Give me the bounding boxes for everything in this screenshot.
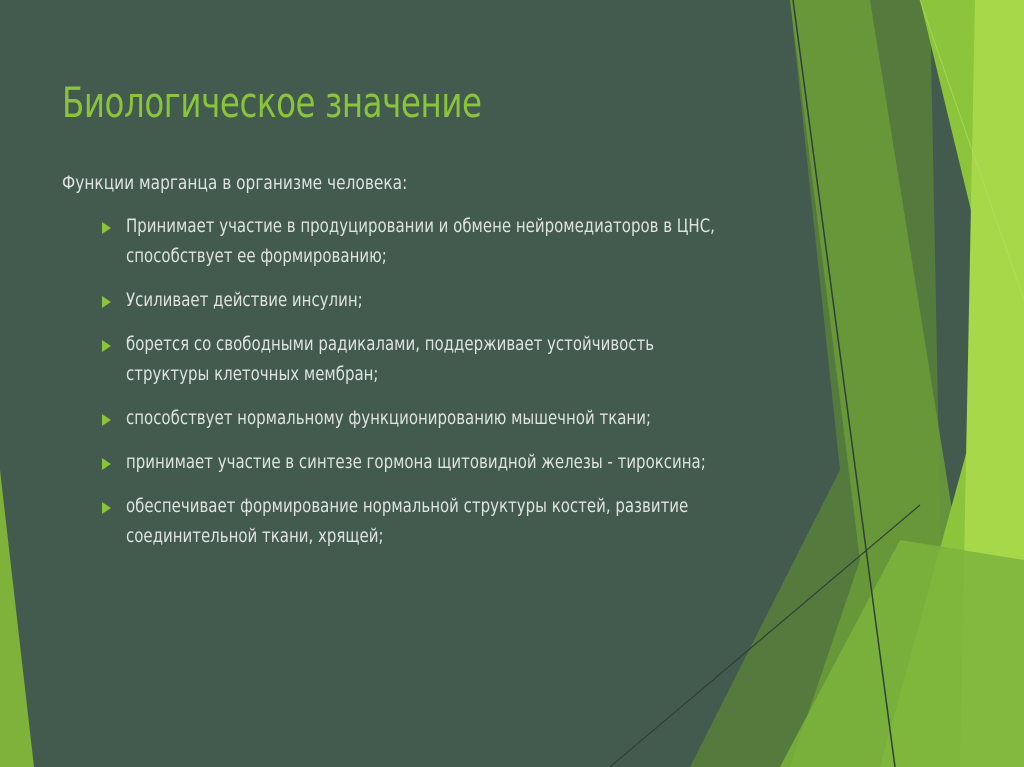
bullet-text: принимает участие в синтезе гормона щитовидной железы - тироксина; xyxy=(126,452,706,473)
slide-title: Биологическое значение xyxy=(62,78,482,127)
bullet-text: обеспечивает формирование нормальной структуры костей, развитие соединительной ткани, хрящей; xyxy=(126,496,689,547)
green-triangle-bullet-icon xyxy=(102,222,111,234)
green-triangle-bullet-icon xyxy=(102,458,111,470)
bullet-text: способствует нормальному функционированию мышечной ткани; xyxy=(126,408,651,429)
bullet-text: Усиливает действие инсулин; xyxy=(126,290,363,311)
intro-text: Функции марганца в организме человека: xyxy=(62,172,408,194)
bullet-text: Принимает участие в продуцировании и обмене нейромедиаторов в ЦНС, способствует ее формированию; xyxy=(126,216,715,267)
bullet-item xyxy=(98,448,888,478)
bullet-item xyxy=(98,212,888,272)
bullet-text: борется со свободными радикалами, поддерживает устойчивость структуры клеточных мембран; xyxy=(126,334,655,385)
bullet-item xyxy=(98,404,888,434)
green-triangle-bullet-icon xyxy=(102,296,111,308)
bullet-item xyxy=(98,492,888,552)
left-green-sliver xyxy=(0,470,34,767)
green-triangle-bullet-icon xyxy=(102,502,111,514)
bullet-item xyxy=(98,330,888,390)
green-triangle-bullet-icon xyxy=(102,414,111,426)
bullet-list xyxy=(98,212,888,566)
green-triangle-bullet-icon xyxy=(102,340,111,352)
bullet-item xyxy=(98,286,888,316)
